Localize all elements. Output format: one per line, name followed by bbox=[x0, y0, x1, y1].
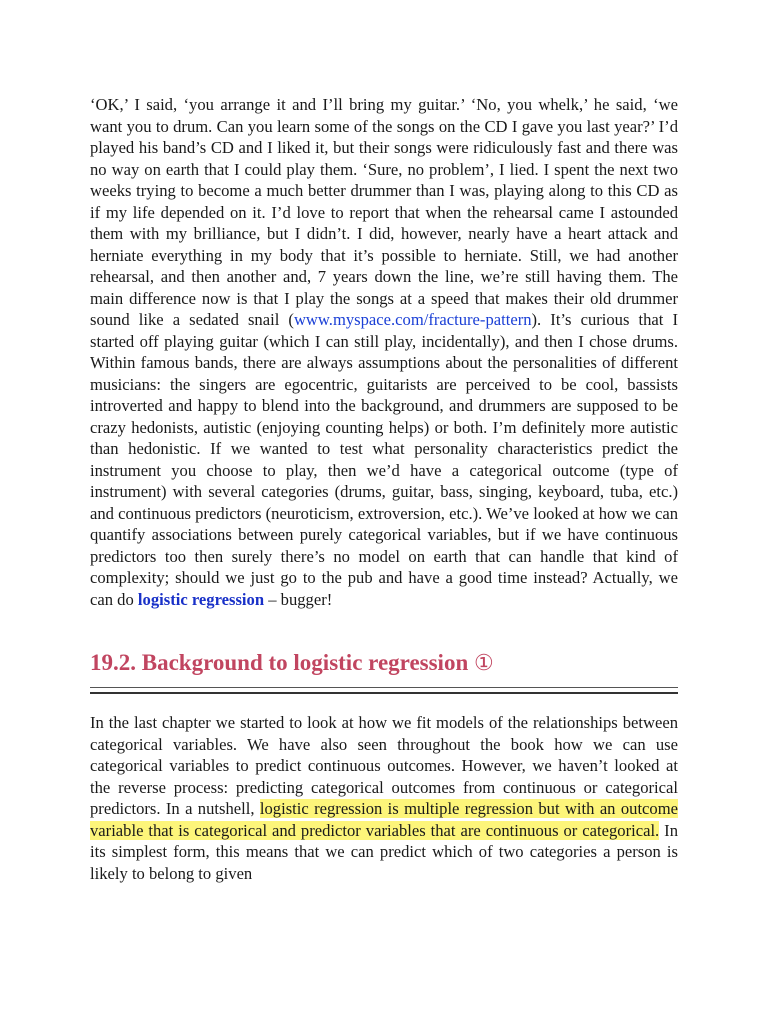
paragraph-text: In the last chapter we started to look at how we fit models of the relationships between categorical variables. We have also seen throughout the book how we can use categorical variables to predict continuous outcomes. However, we haven’t looked at the reverse process: predicting categorical outcomes from continuous or categorical predictors. In a nutshell, bbox=[90, 713, 678, 818]
myspace-link[interactable]: www.myspace.com/fracture-pattern bbox=[293, 310, 532, 329]
paragraph-drumming-story bbox=[90, 94, 678, 610]
glossary-term-logistic-regression[interactable]: logistic regression bbox=[137, 589, 265, 609]
paragraph-text: – bugger! bbox=[264, 589, 333, 609]
section-title: 19.2. Background to logistic regression bbox=[90, 650, 469, 675]
paragraph-background bbox=[90, 712, 678, 884]
section-divider bbox=[90, 687, 678, 694]
section-heading bbox=[90, 648, 678, 678]
paragraph-text: In its simplest form, this means that we can predict which of two categories a person is likely to belong to given bbox=[90, 820, 678, 883]
paragraph-text: ‘OK,’ I said, ‘you arrange it and I’ll bring my guitar.’ ‘No, you whelk,’ he said, ‘we want you to drum. Can you learn some of the songs on the CD I gave you last year?’ I’d played his band’s CD and I liked it, but their songs were ridiculously fast and there was no way on earth that I could play them. ‘Sure, no problem’, I lied. I spent the next two weeks trying to become a much better drummer than I was, playing along to this CD as if my life depended on it. I’d love to report that when the rehearsal came I astounded them with my brilliance, but I didn’t. I did, however, nearly have a heart attack and herniate everything in my body that it’s possible to herniate. Still, we had another rehearsal, and then another and, 7 years down the line, we’re still having them. The main difference now is that I play the songs at a speed that makes their old drummer sound like a sedated snail ( bbox=[90, 95, 678, 329]
document-body bbox=[90, 94, 678, 884]
difficulty-level-icon: ① bbox=[474, 650, 494, 675]
highlighted-definition[interactable]: logistic regression is multiple regression but with an outcome variable that is categorical and predictor variables that are continuous or categorical. bbox=[90, 799, 678, 840]
paragraph-text: ). It’s curious that I started off playing guitar (which I can still play, incidentally), and then I chose drums. Within famous bands, there are always assumptions about the personalities of different musicians: the singers are egocentric, guitarists are perceived to be cool, bassists introverted and happy to blend into the background, and drummers are supposed to be crazy hedonists, autistic (enjoying counting helps) or both. I’m definitely more autistic than hedonistic. If we wanted to test what personality characteristics predict the instrument you choose to play, then we’d have a categorical outcome (type of instrument) with several categories (drums, guitar, bass, singing, keyboard, tuba, etc.) and continuous predictors (neuroticism, extroversion, etc.). We’ve looked at how we can quantify associations between purely categorical variables, but if we have continuous predictors too then surely there’s no model on earth that can handle that kind of complexity; should we just go to the pub and have a good time instead? Actually, we can do bbox=[90, 310, 678, 609]
